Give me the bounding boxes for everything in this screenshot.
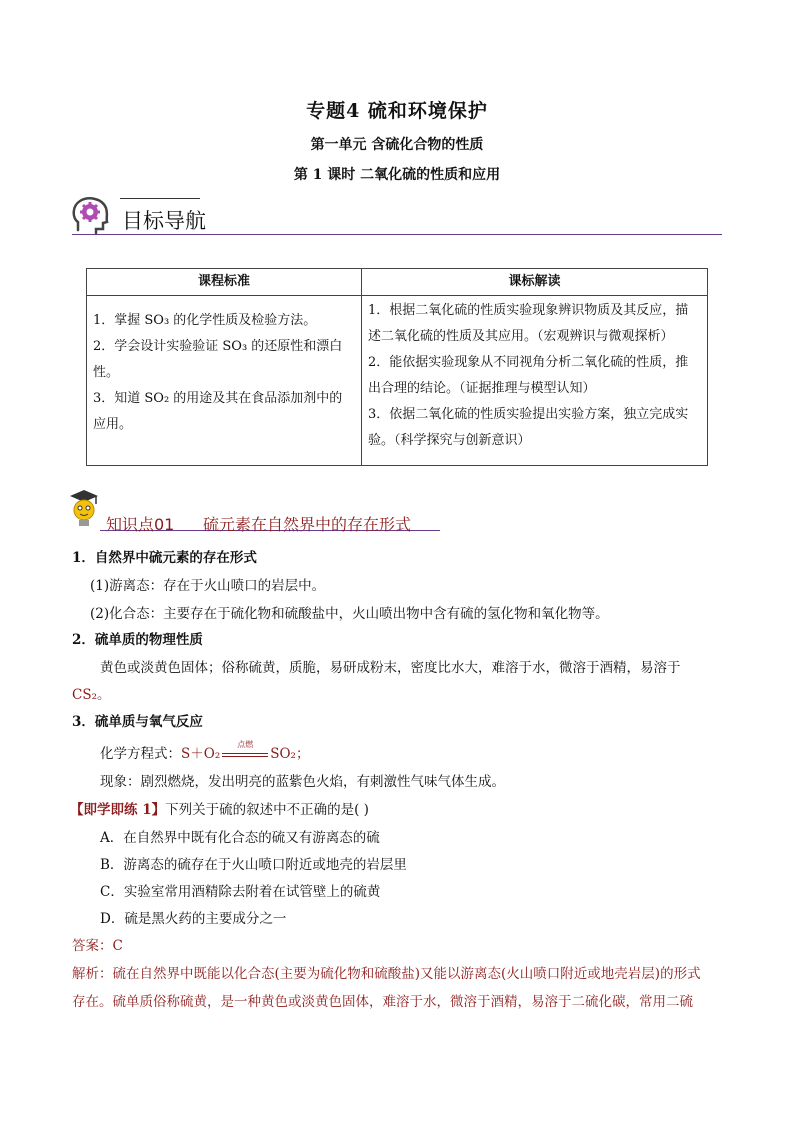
page-title: 专题4 硫和环境保护 (306, 100, 488, 122)
banner-title: 目标导航 (122, 209, 206, 233)
interpretation-item: 3．依据二氧化硫的性质实验提出实验方案，独立完成实验。（科学探究与创新意识） (368, 407, 689, 448)
body-line: 黄色或淡黄色固体；俗称硫黄，质脆，易研成粉末，密度比水大，难溶于水，微溶于酒精，易溶于 (100, 660, 681, 676)
equation-line (100, 739, 310, 762)
banner-rule (72, 234, 722, 235)
analysis-line: 解析：硫在自然界中既能以化合态(主要为硫化物和硫酸盐)又能以游离态(火山喷口附近或地壳岩层)的形式 (72, 966, 701, 982)
table-header: 课标解读 (362, 269, 708, 296)
section-heading: 1．自然界中硫元素的存在形式 (72, 550, 257, 566)
equation-product: SO₂； (270, 746, 310, 762)
interpretation-item: 1．根据二氧化硫的性质实验现象辨识物质及其反应，描述二氧化硫的性质及其应用。（宏观辨识与微观探析） (368, 303, 689, 344)
section-heading: 3．硫单质与氧气反应 (72, 714, 203, 730)
standard-item: 2．学会设计实验验证 SO₃ 的还原性和漂白性。 (93, 339, 343, 380)
exercise-question (70, 798, 369, 818)
exercise-text: 下列关于硫的叙述中不正确的是( ) (165, 802, 369, 818)
option-item: A．在自然界中既有化合态的硫又有游离态的硫 (100, 830, 380, 846)
body-line: (1)游离态：存在于火山喷口的岩层中。 (90, 578, 326, 594)
unit-title: 第一单元 含硫化合物的性质 (310, 137, 484, 153)
option-item: C．实验室常用酒精除去附着在试管壁上的硫黄 (100, 884, 381, 900)
standard-item: 1．掌握 SO₃ 的化学性质及检验方法。 (93, 313, 317, 328)
standards-table (86, 268, 708, 466)
interpretation-item: 2．能依据实验现象从不同视角分析二氧化硫的性质，推出合理的结论。（证据推理与模型认知） (368, 355, 689, 396)
answer-line: 答案：C (72, 938, 123, 954)
lesson-title: 第 1 课时 二氧化硫的性质和应用 (293, 167, 501, 183)
exercise-tag: 【即学即练 1】 (70, 802, 166, 818)
standard-item: 3．知道 SO₂ 的用途及其在食品添加剂中的应用。 (93, 391, 343, 432)
table-header: 课程标准 (87, 269, 362, 296)
phenomenon-line: 现象：剧烈燃烧，发出明亮的蓝紫色火焰，有刺激性气味气体生成。 (100, 774, 505, 790)
equation-reactants: S＋O₂ (181, 746, 221, 762)
option-item: B．游离态的硫存在于火山喷口附近或地壳的岩层里 (100, 857, 407, 873)
graduate-bulb-icon (66, 488, 102, 530)
knowledge-label: 知识点01 (106, 515, 175, 534)
banner-top-rule (120, 198, 200, 199)
equation-condition: 点燃 (237, 739, 254, 749)
knowledge-title: 硫元素在自然界中的存在形式 (203, 515, 412, 534)
section-heading: 2．硫单质的物理性质 (72, 632, 203, 648)
equation-arrow (222, 739, 268, 757)
head-gear-icon (70, 196, 112, 236)
equation-label: 化学方程式： (100, 746, 181, 762)
option-item: D．硫是黑火药的主要成分之一 (100, 911, 287, 927)
analysis-line: 存在。硫单质俗称硫黄，是一种黄色或淡黄色固体，难溶于水，微溶于酒精，易溶于二硫化碳，常用二硫 (72, 994, 693, 1010)
body-line: CS₂。 (72, 687, 111, 703)
body-line: (2)化合态：主要存在于硫化物和硫酸盐中，火山喷出物中含有硫的氢化物和氧化物等。 (90, 606, 609, 622)
